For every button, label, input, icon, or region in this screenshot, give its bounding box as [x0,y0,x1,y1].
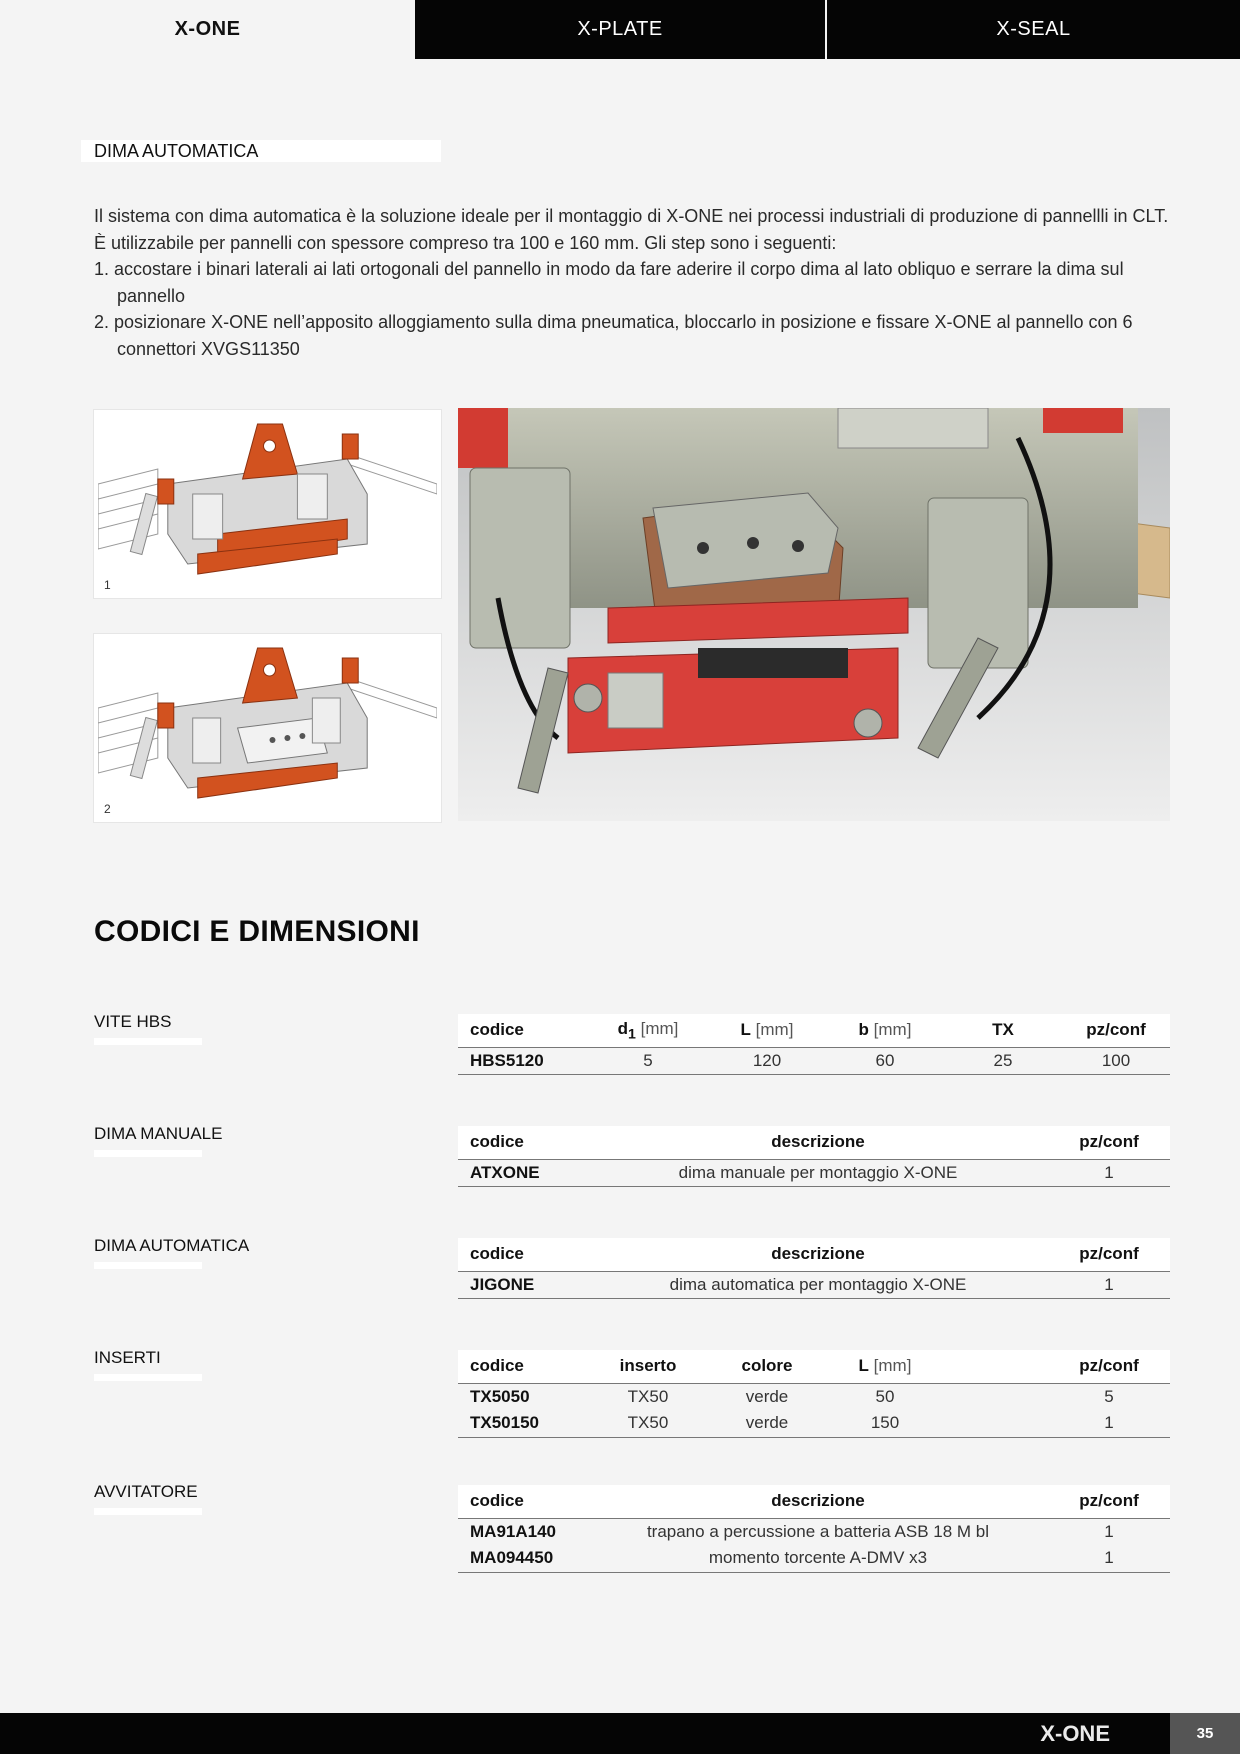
table-row [458,1271,1170,1298]
product-label-text: DIMA MANUALE [94,1124,223,1143]
product-label-text: AVVITATORE [94,1482,198,1501]
col-descrizione: descrizione [588,1238,1048,1271]
col-codice: codice [458,1014,588,1047]
cell-codice: HBS5120 [458,1047,588,1074]
product-label-text: INSERTI [94,1348,161,1367]
cell-codice: MA91A140 [470,1521,556,1541]
jig-illustration-1 [98,414,437,594]
col-d1: $d_1$ [mm] [588,1014,708,1047]
section-label: DIMA AUTOMATICA [81,140,441,162]
avvitatore-table [458,1485,1170,1573]
tab-x-plate[interactable]: X-PLATE [415,0,827,59]
col-codice: codice [458,1485,588,1518]
cell-l: 120 [708,1047,826,1074]
figure-number: 2 [104,802,111,816]
col-pz: pz/conf [1048,1126,1170,1159]
table-header-row [458,1485,1170,1518]
inserti-label [94,1348,202,1381]
col-codice: codice [458,1350,588,1383]
cell-colore: verde [708,1410,826,1437]
page-footer [0,1713,1240,1754]
col-pz: pz/conf [1062,1014,1170,1047]
cell-codice: TX5050 [470,1386,530,1406]
cell-pz: 1 [1104,1521,1114,1541]
cell-pz: 1 [1048,1410,1170,1437]
intro-paragraph: Il sistema con dima automatica è la soluzione ideale per il montaggio di X-ONE nei processi industriali di produzione di pannellli in CLT. È utilizzabile per pannelli con spessore compreso tra 100 e 160 mm. Gli step sono i seguenti: [94,206,1169,253]
avvitatore-label [94,1482,202,1515]
label-bar [94,1374,202,1381]
step-item: 1. accostare i binari laterali ai lati ortogonali del pannello in modo da fare aderire il corpo dima al lato obliquo e serrare la dima sul pannello [94,259,1124,306]
cell-colore: verde [745,1386,789,1406]
label-bar [94,1150,202,1157]
col-pz: pz/conf [1048,1485,1170,1518]
cell-inserto: TX50 [627,1386,669,1406]
page-number: 35 [1170,1713,1240,1754]
vite-hbs-label [94,1012,202,1045]
tab-x-seal[interactable]: X-SEAL [827,0,1240,59]
footer-product-name: X-ONE [1040,1721,1110,1746]
dima-manuale-label [94,1124,222,1157]
col-descrizione: descrizione [588,1485,1048,1518]
dima-manuale-table [458,1126,1170,1187]
figure-number: 1 [104,578,111,592]
cell-descrizione: momento torcente A-DMV x3 [588,1545,1048,1572]
cell-empty [944,1383,1048,1410]
cell-d1: 5 [588,1047,708,1074]
cell-b: 60 [826,1047,944,1074]
product-tabs [0,0,1240,59]
col-empty [944,1350,1048,1383]
col-inserto: inserto [588,1350,708,1383]
table-row [458,1159,1170,1186]
cell-l: 50 [875,1386,895,1406]
cell-descrizione: trapano a percussione a batteria ASB 18 M bl [646,1521,990,1541]
table-row [458,1047,1170,1074]
col-codice: codice [458,1126,588,1159]
label-bar [94,1038,202,1045]
col-descrizione: descrizione [588,1126,1048,1159]
automatic-jig-photo [458,408,1170,821]
col-pz: pz/conf [1048,1238,1170,1271]
vite-hbs-table [458,1014,1170,1075]
col-b: b [mm] [826,1014,944,1047]
product-label-text: VITE HBS [94,1012,172,1031]
dima-automatica-table [458,1238,1170,1299]
cell-pz: 100 [1062,1047,1170,1074]
cell-tx: 25 [944,1047,1062,1074]
jig-illustration-2 [98,638,437,818]
table-row [458,1383,1170,1410]
col-codice: codice [458,1238,588,1271]
cell-l: 150 [826,1410,944,1437]
cell-empty [944,1410,1048,1437]
cell-codice: JIGONE [458,1271,588,1298]
cell-pz: 5 [1104,1386,1114,1406]
figure-2-jig-drawing [94,634,441,822]
cell-codice: ATXONE [458,1159,588,1186]
col-colore: colore [708,1350,826,1383]
cell-pz: 1 [1048,1159,1170,1186]
table-header-row [458,1350,1170,1383]
product-label-text: DIMA AUTOMATICA [94,1236,250,1255]
table-row [458,1410,1170,1437]
table-header-row [458,1014,1170,1047]
table-header-row [458,1126,1170,1159]
col-l: L [mm] [826,1350,944,1383]
intro-text [94,203,1172,362]
table-row [458,1545,1170,1572]
jig-photo-illustration [458,408,1170,821]
cell-descrizione: dima automatica per montaggio X-ONE [588,1271,1048,1298]
figure-1-jig-drawing [94,410,441,598]
col-pz: pz/conf [1048,1350,1170,1383]
label-bar [94,1262,202,1269]
inserti-table [458,1350,1170,1438]
col-l: L [mm] [708,1014,826,1047]
label-bar [94,1508,202,1515]
tab-x-one[interactable]: X-ONE [0,0,415,59]
cell-pz: 1 [1048,1545,1170,1572]
cell-descrizione: dima manuale per montaggio X-ONE [588,1159,1048,1186]
cell-codice: TX50150 [458,1410,588,1437]
table-row [458,1518,1170,1545]
table-header-row [458,1238,1170,1271]
cell-codice: MA094450 [458,1545,588,1572]
cell-inserto: TX50 [588,1410,708,1437]
cell-pz: 1 [1048,1271,1170,1298]
codes-dimensions-heading: CODICI E DIMENSIONI [94,915,420,948]
col-tx: TX [944,1014,1062,1047]
steps-list [94,256,1172,362]
step-item: 2. posizionare X-ONE nell’apposito alloggiamento sulla dima pneumatica, bloccarlo in posizione e fissare X-ONE al pannello con 6 connettori XVGS11350 [94,312,1133,359]
dima-automatica-label [94,1236,249,1269]
